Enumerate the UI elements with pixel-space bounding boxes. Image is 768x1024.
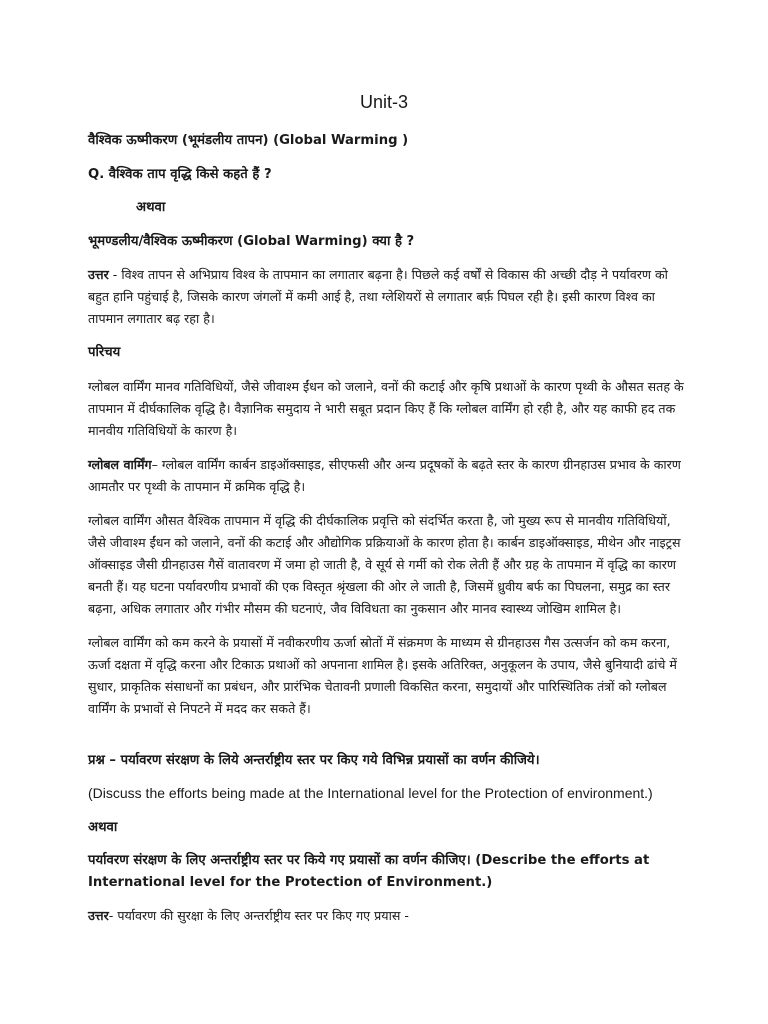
unit-title: Unit-3	[359, 92, 408, 112]
paragraph-3: ग्लोबल वार्मिंग को कम करने के प्रयासों में नवीकरणीय ऊर्जा स्रोतों में संक्रमण के माध्यम से ग्रीनहाउस गैस उत्सर्जन को कम करना, ऊर्जा दक्षता में वृद्धि करना और टिकाऊ प्रथाओं को अपनाना शामिल है। इसके अतिरिक्त, अनुकूलन के उपाय, जैसे बुनियादी ढांचे में सुधार, प्राकृतिक संसाधनों का प्रबंधन, और प्रारंभिक चेतावनी प्रणाली विकसित करना, समुदायों और पारिस्थितिक तंत्रों को ग्लोबल वार्मिंग के प्रभावों से निपटने में मदद कर सकते हैं।	[88, 634, 677, 716]
or-separator-2: अथवा	[88, 819, 118, 835]
answer-2-text: - पर्यावरण की सुरक्षा के लिए अन्तर्राष्ट्रीय स्तर पर किए गए प्रयास -	[108, 908, 409, 923]
or-separator-1: अथवा	[136, 200, 166, 215]
paragraph-2: ग्लोबल वार्मिंग औसत वैश्विक तापमान में वृद्धि की दीर्घकालिक प्रवृत्ति को संदर्भित करता है, जो मुख्य रूप से मानवीय गतिविधियों, जैसे जीवाश्म ईंधन को जलाने, वनों की कटाई और औद्योगिक प्रक्रियाओं के कारण होता है। कार्बन डाइऑक्साइड, मीथेन और नाइट्रस ऑक्साइड जैसी ग्रीनहाउस गैसें वातावरण में जमा हो जाती है, वे सूर्य से गर्मी को रोक लेती हैं और ग्रह के तापमान में वृद्धि का कारण बनती हैं। यह घटना पर्यावरणीय प्रभावों की एक विस्तृत श्रृंखला की ओर ले जाती है, जिसमें ध्रुवीय बर्फ का पिघलना, समुद्र का स्तर बढ़ना, अधिक लगातार और गंभीर मौसम की घटनाएं, जैव विविधता का नुकसान और मानव स्वास्थ्य जोखिम शामिल है।	[88, 512, 681, 616]
answer-1-text: - विश्व तापन से अभिप्राय विश्व के तापमान का लगातार बढ़ना है। पिछले कई वर्षों से विकास की अच्छी दौड़ ने पर्यावरण को बहुत हानि पहुंचाई है, जिसके कारण जंगलों में कमी आई है, तथा ग्लेशियरों से लगातार बर्फ़ पिघल रही है। इसी कारण विश्व का तापमान लगातार बढ़ रहा है।	[88, 267, 668, 326]
global-warming-label: ग्लोबल वार्मिंग	[88, 456, 152, 472]
answer-2	[88, 905, 688, 927]
question-2: प्रश्न – पर्यावरण संरक्षण के लिये अन्तर्राष्ट्रीय स्तर पर किए गये विभिन्न प्रयासों का वर्णन कीजिये।	[88, 752, 540, 768]
global-warming-text: – ग्लोबल वार्मिंग कार्बन डाइऑक्साइड, सीएफसी और अन्य प्रदूषकों के बढ़ते स्तर के कारण ग्रीनहाउस प्रभाव के कारण आमतौर पर पृथ्वी के तापमान में क्रमिक वृद्धि है।	[88, 456, 681, 494]
question-1-alternate: भूमण्डलीय/वैश्विक ऊष्मीकरण (Global Warming) क्या है ?	[88, 233, 415, 249]
answer-1-label: उत्तर	[88, 267, 109, 282]
question-2-english: (Discuss the efforts being made at the International level for the Protection of environment.)	[88, 785, 653, 801]
global-warming-definition	[88, 454, 688, 498]
question-1: Q. वैश्विक ताप वृद्धि किसे कहते हैं ?	[88, 166, 272, 182]
document-body	[88, 130, 688, 939]
intro-heading: परिचय	[88, 345, 121, 360]
intro-paragraph: ग्लोबल वार्मिंग मानव गतिविधियों, जैसे जीवाश्म ईंधन को जलाने, वनों की कटाई और कृषि प्रथाओं के कारण पृथ्वी के औसत सतह के तापमान में दीर्घकालिक वृद्धि है। वैज्ञानिक समुदाय ने भारी सबूत प्रदान किए हैं कि ग्लोबल वार्मिंग हो रही है, और यह काफी हद तक मानवीय गतिविधियों के कारण है।	[88, 378, 684, 438]
answer-2-label: उत्तर	[88, 908, 109, 923]
answer-1	[88, 264, 688, 330]
question-2-alternate: पर्यावरण संरक्षण के लिए अन्तर्राष्ट्रीय स्तर पर किये गए प्रयासों का वर्णन कीजिए। (Describe the efforts at International level for the Protection of Environment.)	[88, 853, 650, 890]
section-heading: वैश्विक ऊष्मीकरण (भूमंडलीय तापन) (Global Warming )	[88, 133, 409, 148]
